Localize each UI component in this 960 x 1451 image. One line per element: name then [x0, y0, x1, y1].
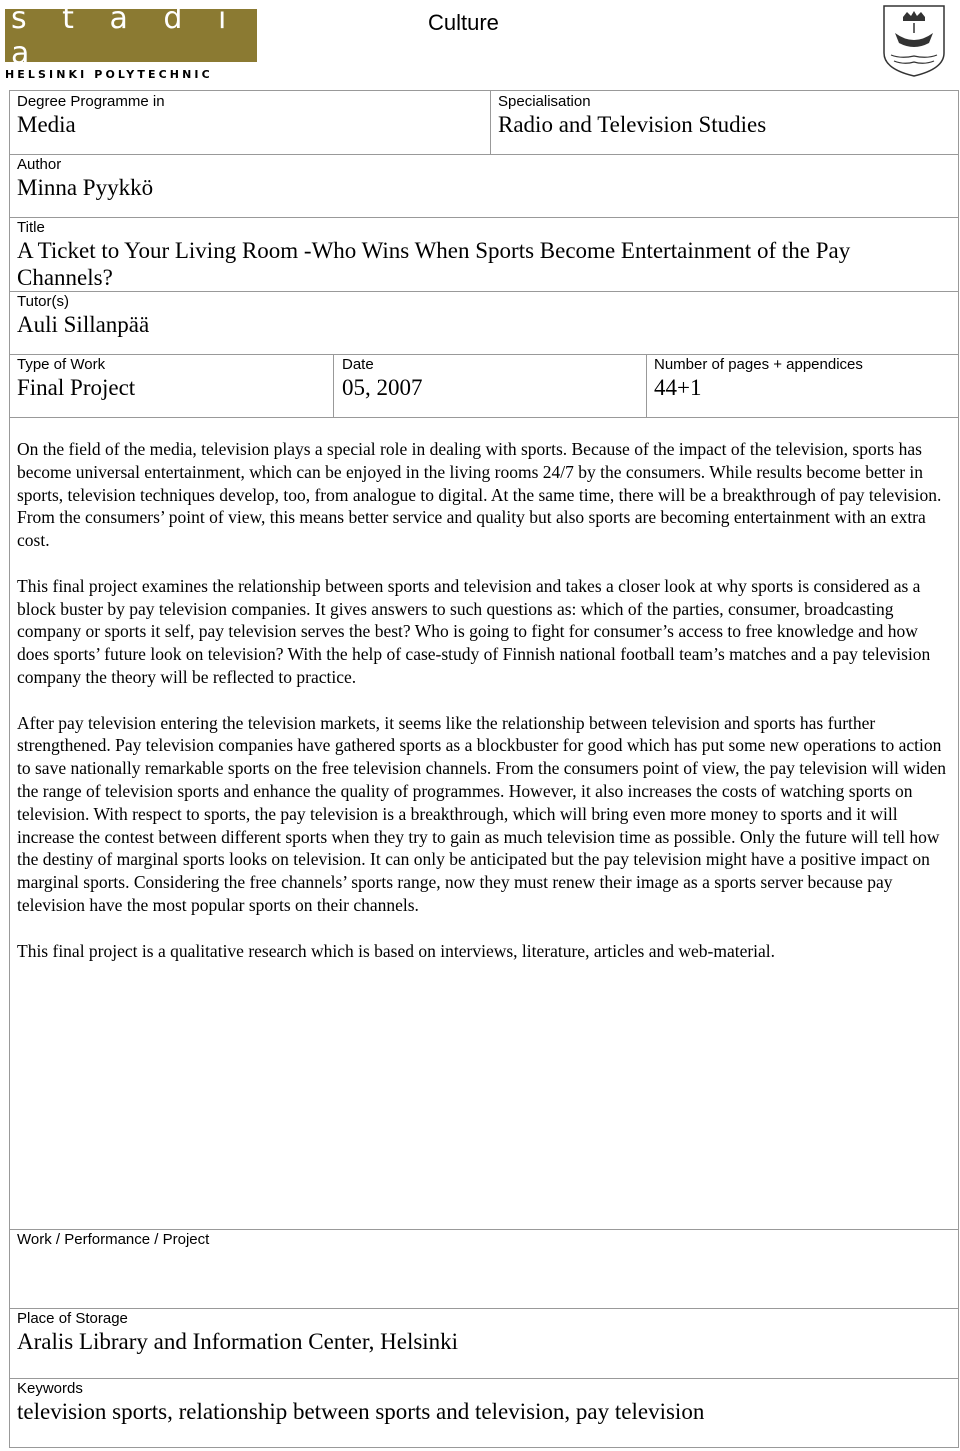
helsinki-crest-icon: [881, 3, 947, 79]
keywords-value: television sports, relationship between sports and television, pay television: [17, 1399, 705, 1424]
date-label: Date: [342, 356, 374, 373]
pages-label: Number of pages + appendices: [654, 356, 863, 373]
degree-programme-value: Media: [17, 112, 76, 137]
keywords-field: [17, 1380, 704, 1425]
author-label: Author: [17, 156, 62, 173]
abstract-paragraph: After pay television entering the television markets, it seems like the relationship between television and sports has further strengthened. Pay television companies have gathered sports as a blockbuster for good which has put some new operations to action to save nationally remarkable sports on the free television channels. From the consumers point of view, the pay television will widen the range of television sports and enhance the quality of programmes. However, it also increases the costs of watching sports on television. With respect to sports, the pay television is a breakthrough, which will bring even more money to sports and it will increase the contest between different sports when they try to gain as much television time as possible. Only the future will tell how the destiny of marginal sports looks on television. It can only be anticipated but the pay television might have a positive impact on marginal sports. Considering the free channels’ sports range, now they must renew their image as a sports server because pay television have the most popular sports on their channels.: [17, 712, 947, 915]
tutor-label: Tutor(s): [17, 293, 69, 310]
pages-value: 44+1: [654, 375, 702, 400]
author-value: Minna Pyykkö: [17, 175, 154, 200]
institution-logo: [5, 0, 257, 81]
author-field: [17, 156, 153, 201]
type-of-work-value: Final Project: [17, 375, 136, 400]
specialisation-label: Specialisation: [498, 93, 591, 110]
degree-programme-label: Degree Programme in: [17, 93, 165, 110]
work-performance-label: Work / Performance / Project: [17, 1231, 210, 1248]
logo-wordmark: s t a d i a: [5, 9, 257, 62]
type-of-work-label: Type of Work: [17, 356, 106, 373]
degree-programme-field: [17, 93, 165, 138]
logo-subtitle: HELSINKI POLYTECHNIC: [5, 68, 213, 81]
keywords-label: Keywords: [17, 1380, 83, 1397]
faculty-name: Culture: [428, 10, 499, 35]
date-value: 05, 2007: [342, 375, 423, 400]
date-field: [342, 356, 423, 401]
place-of-storage-label: Place of Storage: [17, 1310, 128, 1327]
title-field: [17, 219, 942, 291]
tutor-field: [17, 293, 149, 338]
specialisation-field: [498, 93, 766, 138]
pages-field: [654, 356, 863, 401]
title-value: A Ticket to Your Living Room -Who Wins When Sports Become Entertainment of the Pay Channels?: [17, 238, 851, 290]
abstract-paragraph: This final project is a qualitative research which is based on interviews, literature, articles and web-material.: [17, 940, 776, 961]
place-of-storage-field: [17, 1310, 458, 1355]
title-label: Title: [17, 219, 45, 236]
place-of-storage-value: Aralis Library and Information Center, Helsinki: [17, 1329, 459, 1354]
abstract-paragraph: This final project examines the relationship between sports and television and takes a closer look at why sports is considered as a block buster by pay television companies. It gives answers to such questions as: which of the parties, consumer, broadcasting company or sports it self, pay television serves the best? Who is going to fight for consumer’s access to free knowledge and how does sports’ future look on television? With the help of case-study of Finnish national football team’s matches and a pay television company the theory will be reflected to practice.: [17, 575, 931, 687]
abstract-paragraph: On the field of the media, television plays a special role in dealing with sports. Because of the impact of the television, sports has become universal entertainment, which can be enjoyed in the living rooms 24/7 by the consumers. While results become better in sports, television techniques develop, too, from analogue to digital. At the same time, there will be a breakthrough of pay television. From the consumers’ point of view, this means better service and quality but also sports are becoming entertainment with an extra cost.: [17, 439, 942, 551]
abstract-text: [17, 438, 952, 985]
type-of-work-field: [17, 356, 135, 401]
thesis-abstract-form: [9, 90, 959, 1448]
work-performance-field: [17, 1231, 209, 1249]
specialisation-value: Radio and Television Studies: [498, 112, 767, 137]
tutor-value: Auli Sillanpää: [17, 312, 150, 337]
